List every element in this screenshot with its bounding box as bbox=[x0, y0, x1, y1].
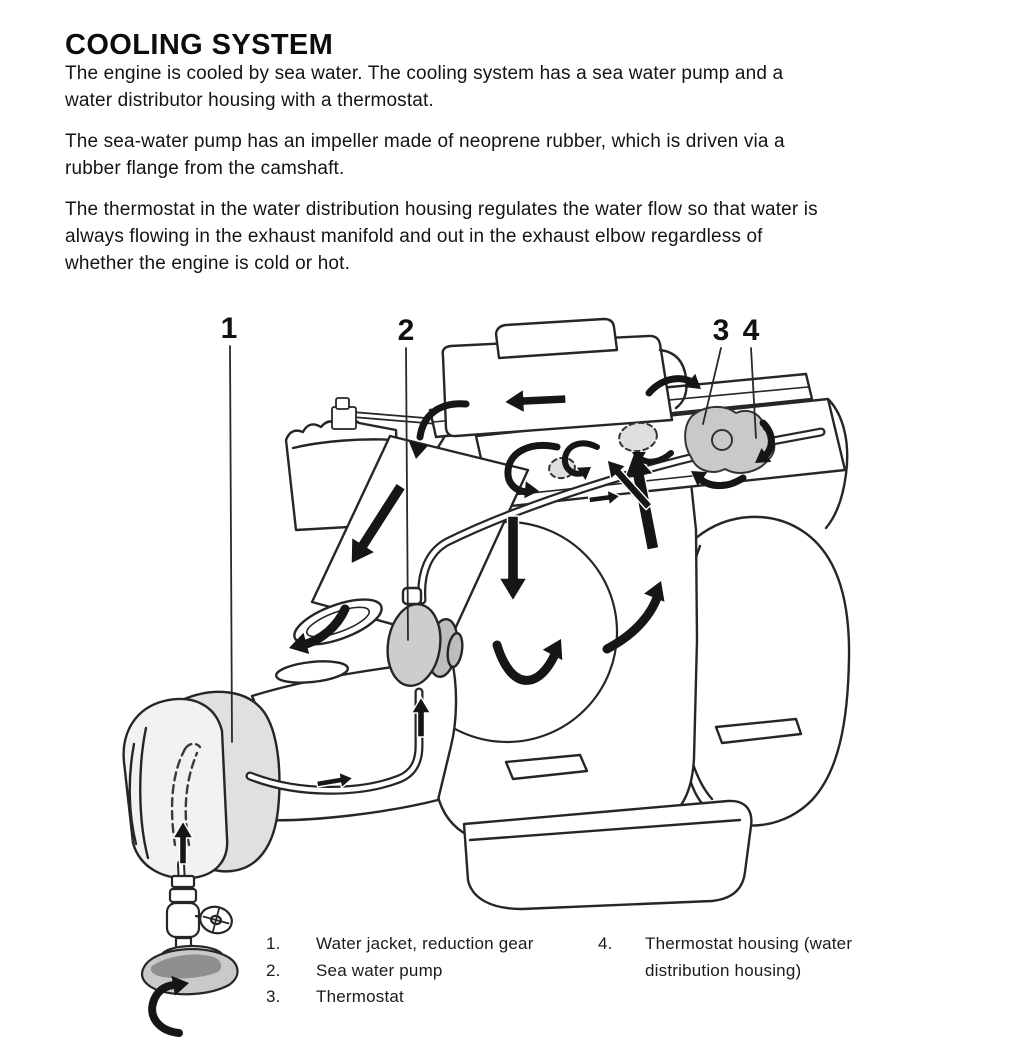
callout-3: 3 bbox=[712, 314, 730, 347]
paragraph-3-line-3: whether the engine is cold or hot. bbox=[65, 253, 350, 274]
callout-4: 4 bbox=[742, 314, 760, 347]
seacock-assembly bbox=[142, 876, 238, 994]
paragraph-3-line-1: The thermostat in the water distribution housing regulates the water flow so that water is bbox=[65, 199, 818, 220]
reduction-gear bbox=[124, 658, 456, 878]
legend-item-4-label: Thermostat housing (water distribution housing) bbox=[645, 934, 853, 980]
page-title: COOLING SYSTEM bbox=[65, 29, 334, 62]
paragraph-3-line-2: always flowing in the exhaust manifold and out in the exhaust elbow regardless of bbox=[65, 226, 763, 247]
valve-cover bbox=[443, 319, 687, 436]
callout-1: 1 bbox=[220, 312, 238, 345]
engine-drawing bbox=[124, 319, 849, 909]
legend-item-3-label: Thermostat bbox=[316, 987, 404, 1006]
callout-2: 2 bbox=[397, 314, 415, 347]
legend-item-1-num: 1. bbox=[266, 934, 281, 953]
flywheel-housing bbox=[681, 517, 849, 826]
legend-item-2-label: Sea water pump bbox=[316, 960, 443, 980]
paragraph-2-line-2: rubber flange from the camshaft. bbox=[65, 158, 345, 179]
legend-item-2-num: 2. bbox=[266, 960, 281, 980]
legend-item-1-label: Water jacket, reduction gear bbox=[316, 934, 534, 953]
legend-item-3-num: 3. bbox=[266, 987, 281, 1006]
paragraph-2-line-1: The sea-water pump has an impeller made of neoprene rubber, which is driven via a bbox=[65, 131, 785, 152]
paragraph-1-line-2: water distributor housing with a thermostat. bbox=[65, 90, 434, 111]
paragraph-1-line-1: The engine is cooled by sea water. The cooling system has a sea water pump and a bbox=[65, 63, 784, 84]
legend-item-4-num: 4. bbox=[598, 934, 613, 953]
callout-numbers bbox=[221, 312, 760, 347]
